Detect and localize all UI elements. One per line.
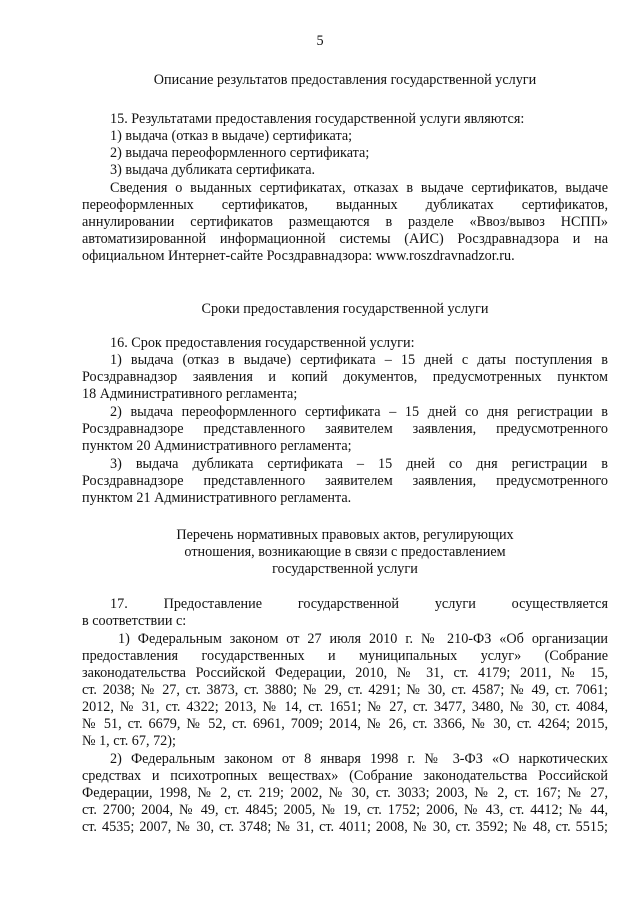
term-item-2-line: Росздравнадзоре представленного заявителем заявления, предусмотренного <box>82 421 608 437</box>
section-heading-legal-acts: отношения, возникающие в связи с предоставлением <box>184 544 506 560</box>
section-heading-legal-acts: Перечень нормативных правовых актов, регулирующих <box>176 527 514 543</box>
info-paragraph-line: аннулировании сертификатов размещаются в разделе «Ввоз/вывоз НСПП» <box>82 214 608 230</box>
law-item-1-line: № 51, ст. 6679, № 52, ст. 6961, 7009; 2014, № 26, ст. 3366, № 30, ст. 4264; 2015, <box>82 716 608 732</box>
term-item-3-line: пунктом 21 Административного регламента. <box>82 490 352 506</box>
info-paragraph-line: официальном Интернет-сайте Росздравнадзора: www.roszdravnadzor.ru. <box>82 248 515 264</box>
law-item-1-line: предоставления государственных и муниципальных услуг» (Собрание <box>82 648 608 664</box>
section-heading-legal-acts: государственной услуги <box>272 561 418 577</box>
paragraph-16-intro: 16. Срок предоставления государственной услуги: <box>110 335 415 351</box>
page-number: 5 <box>316 33 324 49</box>
result-item-3: 3) выдача дубликата сертификата. <box>110 162 316 178</box>
law-item-1-line: 2012, № 31, ст. 4322; 2013, № 14, ст. 1651; № 27, ст. 3477, 3480, № 30, ст. 4084, <box>82 699 608 715</box>
law-item-2-line: ст. 2700; 2004, № 49, ст. 4845; 2005, № 19, ст. 1752; 2006, № 43, ст. 4412; № 44, <box>82 802 608 818</box>
law-item-1-line: ст. 2038; № 27, ст. 3873, ст. 3880; № 29, ст. 4291; № 30, ст. 4587; № 49, ст. 7061; <box>82 682 608 698</box>
section-heading-results: Описание результатов предоставления государственной услуги <box>153 72 537 88</box>
term-item-3-line: 3) выдача дубликата сертификата – 15 дней со дня регистрации в <box>110 456 608 472</box>
law-item-1-line: 1) Федеральным законом от 27 июля 2010 г. № 210-ФЗ «Об организации <box>118 631 608 647</box>
law-item-2-line: средствах и психотропных веществах» (Собрание законодательства Российской <box>82 768 608 784</box>
law-item-1-line: законодательства Российской Федерации, 2010, № 31, ст. 4179; 2011, № 15, <box>82 665 608 681</box>
term-item-3-line: Росздравнадзоре представленного заявителем заявления, предусмотренного <box>82 473 608 489</box>
term-item-2-line: пунктом 20 Административного регламента; <box>82 438 352 454</box>
term-item-1-line: 1) выдача (отказ в выдаче) сертификата – 15 дней с даты поступления в <box>110 352 608 368</box>
term-item-1-line: 18 Административного регламента; <box>82 386 298 402</box>
paragraph-17-intro: в соответствии с: <box>82 613 187 629</box>
paragraph-17-intro: 17. Предоставление государственной услуги осуществляется <box>110 596 608 612</box>
paragraph-15-intro: 15. Результатами предоставления государственной услуги являются: <box>110 111 525 127</box>
law-item-2-line: 2) Федеральным законом от 8 января 1998 г. № 3-ФЗ «О наркотических <box>110 751 608 767</box>
info-paragraph-line: автоматизированной информационной системы (АИС) Росздравнадзора и на <box>82 231 608 247</box>
law-item-2-line: Федерации, 1998, № 2, ст. 219; 2002, № 30, ст. 3033; 2003, № 2, ст. 167; № 27, <box>82 785 608 801</box>
law-item-1-line: № 1, ст. 67, 72); <box>82 733 176 749</box>
result-item-2: 2) выдача переоформленного сертификата; <box>110 145 370 161</box>
term-item-2-line: 2) выдача переоформленного сертификата – 15 дней со дня регистрации в <box>110 404 608 420</box>
law-item-2-line: ст. 4535; 2007, № 30, ст. 3748; № 31, ст. 4011; 2008, № 30, ст. 3592; № 48, ст. 5515; <box>82 819 608 835</box>
section-heading-terms: Сроки предоставления государственной услуги <box>201 301 489 317</box>
term-item-1-line: Росздравнадзор заявления и копий документов, предусмотренных пунктом <box>82 369 608 385</box>
result-item-1: 1) выдача (отказ в выдаче) сертификата; <box>110 128 353 144</box>
info-paragraph-line: Сведения о выданных сертификатах, отказах в выдаче сертификатов, выдаче <box>110 180 608 196</box>
info-paragraph-line: переоформленных сертификатов, выданных дубликатах сертификатов, <box>82 197 608 213</box>
